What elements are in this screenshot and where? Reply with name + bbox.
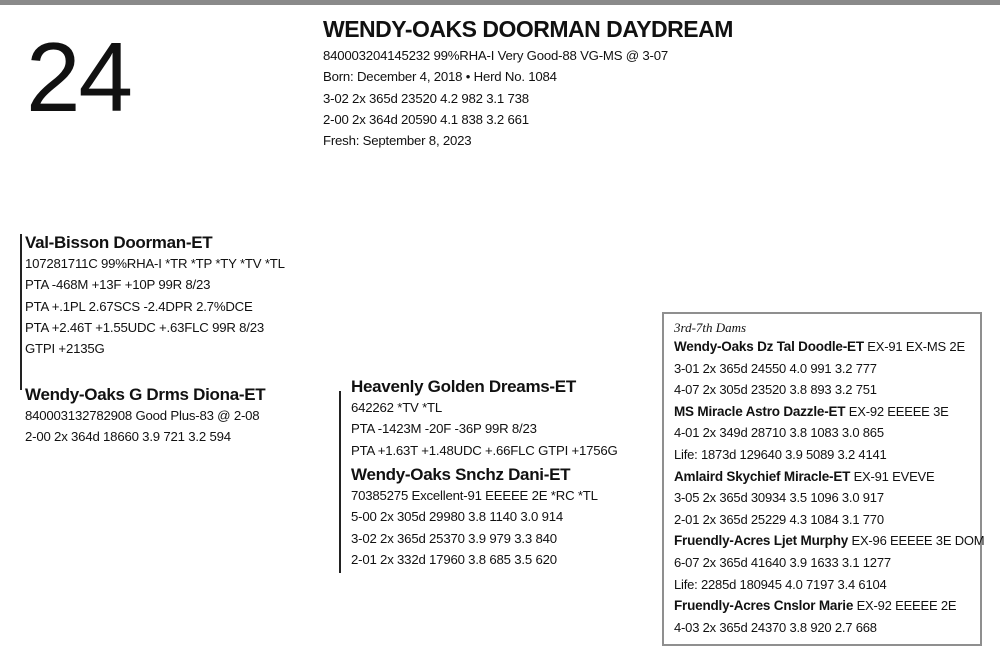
dam-detail-line: 2-00 2x 364d 18660 3.9 721 3.2 594 (25, 429, 231, 445)
dam-entry-record: 6-07 2x 365d 41640 3.9 1633 3.1 1277 (674, 554, 891, 570)
maternal-grandsire-detail-line: PTA +1.63T +1.48UDC +.66FLC GTPI +1756G (351, 442, 618, 458)
sire-detail-line: PTA +2.46T +1.55UDC +.63FLC 99R 8/23 (25, 319, 264, 335)
dam-entry-classification: EX-92 EEEEE 3E (845, 403, 949, 419)
maternal-granddam-details (351, 485, 598, 570)
sire-block (25, 233, 285, 359)
dam-entry-name: Fruendly-Acres Cnslor Marie (674, 598, 854, 614)
dam-entry-classification: EX-91 EX-MS 2E (863, 339, 965, 354)
dam-entry-record: Life: 2285d 180945 4.0 7197 3.4 6104 (674, 576, 887, 592)
sire-detail-line: PTA +.1PL 2.67SCS -2.4DPR 2.7%DCE (25, 298, 253, 314)
maternal-grandsire-name: Heavenly Golden Dreams-ET (351, 377, 576, 396)
maternal-granddam-block (351, 465, 598, 570)
dam-entry-classification: EX-96 EEEEE 3E DOM (848, 533, 985, 549)
dam-entry-record: 3-01 2x 365d 24550 4.0 991 3.2 777 (674, 360, 877, 376)
lot-number: 24 (26, 22, 132, 132)
maternal-grandsire-detail-line: PTA -1423M -20F -36P 99R 8/23 (351, 421, 537, 437)
dam-entry (674, 530, 984, 595)
pedigree-connector-left (20, 234, 22, 390)
main-detail-line: 840003204145232 99%RHA-I Very Good-88 VG-MS @ 3-07 (323, 48, 669, 63)
maternal-granddam-detail-line: 5-00 2x 305d 29980 3.8 1140 3.0 914 (351, 509, 564, 525)
dam-entry-record: Life: 1873d 129640 3.9 5089 3.2 4141 (674, 446, 887, 462)
sire-detail-line: GTPI +2135G (25, 341, 105, 357)
maternal-grandsire-details (351, 397, 618, 461)
dam-entry-record: 3-05 2x 365d 30934 3.5 1096 3.0 917 (674, 490, 884, 506)
main-animal-name: WENDY-OAKS DOORMAN DAYDREAM (323, 16, 733, 42)
maternal-granddam-detail-line: 3-02 2x 365d 25370 3.9 979 3.3 840 (351, 530, 557, 546)
dam-entry (674, 336, 984, 401)
maternal-grandsire-detail-line: 642262 *TV *TL (351, 400, 443, 415)
maternal-grandsire-block (351, 377, 618, 461)
dam-entry-name: Fruendly-Acres Ljet Murphy (674, 533, 849, 549)
dam-block (25, 385, 265, 448)
dam-entry-record: 4-07 2x 305d 23520 3.8 893 3.2 751 (674, 382, 877, 398)
dam-entry (674, 401, 984, 466)
pedigree-connector-middle (339, 391, 341, 573)
dam-details (25, 405, 265, 448)
dams-box (674, 319, 984, 638)
sire-detail-line: 107281711C 99%RHA-I *TR *TP *TY *TV *TL (25, 256, 285, 271)
main-detail-line: Born: December 4, 2018 • Herd No. 1084 (323, 69, 557, 85)
main-detail-line: 2-00 2x 364d 20590 4.1 838 3.2 661 (323, 111, 529, 127)
dam-entry-record: 4-01 2x 349d 28710 3.8 1083 3.0 865 (674, 425, 884, 441)
dam-entry-name: MS Miracle Astro Dazzle-ET (674, 403, 846, 419)
dam-name: Wendy-Oaks G Drms Diona-ET (25, 385, 266, 404)
dam-entry-name: Amlaird Skychief Miracle-ET (674, 468, 851, 484)
dam-entry-record: 4-03 2x 365d 24370 3.8 920 2.7 668 (674, 619, 877, 635)
maternal-granddam-detail-line: 2-01 2x 332d 17960 3.8 685 3.5 620 (351, 551, 557, 567)
top-divider (0, 0, 1000, 5)
dam-detail-line: 840003132782908 Good Plus-83 @ 2-08 (25, 408, 260, 423)
maternal-granddam-name: Wendy-Oaks Snchz Dani-ET (351, 465, 571, 484)
main-detail-line: Fresh: September 8, 2023 (323, 133, 472, 149)
sire-details (25, 253, 285, 359)
main-animal-block (323, 16, 733, 151)
dam-entry-name: Wendy-Oaks Dz Tal Doodle-ET (674, 339, 864, 354)
dam-entry (674, 466, 984, 531)
dam-entry-classification: EX-92 EEEEE 2E (853, 598, 957, 614)
dams-box-title: 3rd-7th Dams (674, 320, 747, 335)
dam-entry (674, 595, 984, 638)
main-animal-details (323, 45, 733, 151)
sire-name: Val-Bisson Doorman-ET (25, 233, 213, 252)
dam-entry-classification: EX-91 EVEVE (850, 468, 935, 484)
dam-entry-record: 2-01 2x 365d 25229 4.3 1084 3.1 770 (674, 511, 884, 527)
sire-detail-line: PTA -468M +13F +10P 99R 8/23 (25, 277, 211, 293)
main-detail-line: 3-02 2x 365d 23520 4.2 982 3.1 738 (323, 90, 529, 106)
maternal-granddam-detail-line: 70385275 Excellent-91 EEEEE 2E *RC *TL (351, 488, 598, 503)
